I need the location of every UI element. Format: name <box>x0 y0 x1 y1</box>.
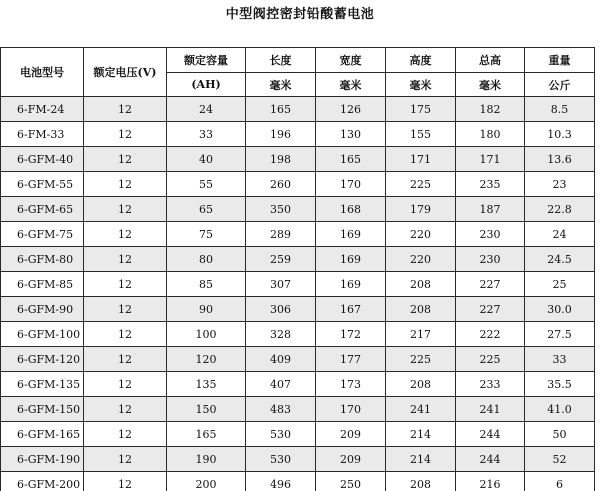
header-row <box>1 48 595 73</box>
cell-voltage: 12 <box>84 322 167 347</box>
cell-weight: 50 <box>525 422 595 447</box>
cell-model: 6-GFM-75 <box>1 222 84 247</box>
cell-capacity: 65 <box>167 197 246 222</box>
cell-weight: 22.8 <box>525 197 595 222</box>
cell-voltage: 12 <box>84 372 167 397</box>
header-capacity-unit: (AH) <box>167 73 246 97</box>
cell-width: 170 <box>316 172 386 197</box>
cell-capacity: 165 <box>167 422 246 447</box>
cell-height: 214 <box>386 447 456 472</box>
cell-height: 214 <box>386 422 456 447</box>
cell-weight: 10.3 <box>525 122 595 147</box>
table-row <box>1 122 595 147</box>
cell-total-height: 225 <box>456 347 525 372</box>
cell-capacity: 135 <box>167 372 246 397</box>
cell-height: 179 <box>386 197 456 222</box>
cell-width: 168 <box>316 197 386 222</box>
table-row <box>1 97 595 122</box>
cell-width: 250 <box>316 472 386 491</box>
cell-voltage: 12 <box>84 147 167 172</box>
cell-width: 167 <box>316 297 386 322</box>
cell-height: 225 <box>386 172 456 197</box>
cell-total-height: 182 <box>456 97 525 122</box>
cell-voltage: 12 <box>84 397 167 422</box>
header-width-unit: 毫米 <box>316 73 386 97</box>
cell-total-height: 235 <box>456 172 525 197</box>
cell-capacity: 24 <box>167 97 246 122</box>
cell-model: 6-GFM-65 <box>1 197 84 222</box>
cell-voltage: 12 <box>84 197 167 222</box>
cell-height: 241 <box>386 397 456 422</box>
cell-width: 177 <box>316 347 386 372</box>
header-capacity: 额定容量 <box>167 48 246 73</box>
cell-weight: 41.0 <box>525 397 595 422</box>
cell-width: 170 <box>316 397 386 422</box>
cell-total-height: 244 <box>456 447 525 472</box>
table-row <box>1 372 595 397</box>
cell-capacity: 75 <box>167 222 246 247</box>
table-row <box>1 447 595 472</box>
cell-width: 173 <box>316 372 386 397</box>
cell-model: 6-GFM-150 <box>1 397 84 422</box>
cell-model: 6-GFM-165 <box>1 422 84 447</box>
cell-total-height: 180 <box>456 122 525 147</box>
cell-height: 225 <box>386 347 456 372</box>
cell-model: 6-GFM-85 <box>1 272 84 297</box>
cell-total-height: 230 <box>456 222 525 247</box>
header-weight-unit: 公斤 <box>525 73 595 97</box>
cell-total-height: 187 <box>456 197 525 222</box>
cell-total-height: 233 <box>456 372 525 397</box>
header-total-height-unit: 毫米 <box>456 73 525 97</box>
cell-total-height: 227 <box>456 297 525 322</box>
cell-length: 328 <box>246 322 316 347</box>
cell-length: 530 <box>246 422 316 447</box>
cell-model: 6-GFM-55 <box>1 172 84 197</box>
cell-length: 289 <box>246 222 316 247</box>
cell-weight: 8.5 <box>525 97 595 122</box>
table-body <box>1 97 595 491</box>
cell-weight: 24.5 <box>525 247 595 272</box>
cell-model: 6-GFM-90 <box>1 297 84 322</box>
cell-weight: 33 <box>525 347 595 372</box>
cell-voltage: 12 <box>84 97 167 122</box>
cell-length: 407 <box>246 372 316 397</box>
cell-capacity: 100 <box>167 322 246 347</box>
cell-total-height: 222 <box>456 322 525 347</box>
cell-voltage: 12 <box>84 272 167 297</box>
cell-width: 165 <box>316 147 386 172</box>
cell-length: 483 <box>246 397 316 422</box>
cell-capacity: 55 <box>167 172 246 197</box>
cell-length: 350 <box>246 197 316 222</box>
cell-total-height: 227 <box>456 272 525 297</box>
page-title: 中型阀控密封铅酸蓄电池 <box>225 7 375 22</box>
cell-capacity: 90 <box>167 297 246 322</box>
cell-width: 169 <box>316 272 386 297</box>
cell-weight: 27.5 <box>525 322 595 347</box>
header-length: 长度 <box>246 48 316 73</box>
cell-height: 217 <box>386 322 456 347</box>
header-length-unit: 毫米 <box>246 73 316 97</box>
cell-voltage: 12 <box>84 122 167 147</box>
battery-spec-table <box>0 47 595 491</box>
cell-capacity: 40 <box>167 147 246 172</box>
cell-weight: 23 <box>525 172 595 197</box>
table-row <box>1 297 595 322</box>
cell-total-height: 216 <box>456 472 525 491</box>
cell-height: 171 <box>386 147 456 172</box>
cell-weight: 30.0 <box>525 297 595 322</box>
cell-model: 6-GFM-200 <box>1 472 84 491</box>
cell-length: 306 <box>246 297 316 322</box>
cell-height: 208 <box>386 297 456 322</box>
header-height-unit: 毫米 <box>386 73 456 97</box>
cell-model: 6-GFM-135 <box>1 372 84 397</box>
cell-capacity: 120 <box>167 347 246 372</box>
cell-length: 259 <box>246 247 316 272</box>
header-height: 高度 <box>386 48 456 73</box>
cell-total-height: 244 <box>456 422 525 447</box>
cell-length: 530 <box>246 447 316 472</box>
cell-capacity: 200 <box>167 472 246 491</box>
cell-model: 6-GFM-80 <box>1 247 84 272</box>
cell-weight: 52 <box>525 447 595 472</box>
cell-height: 155 <box>386 122 456 147</box>
cell-height: 208 <box>386 272 456 297</box>
cell-capacity: 80 <box>167 247 246 272</box>
cell-model: 6-GFM-120 <box>1 347 84 372</box>
cell-voltage: 12 <box>84 422 167 447</box>
cell-model: 6-GFM-100 <box>1 322 84 347</box>
cell-capacity: 33 <box>167 122 246 147</box>
cell-voltage: 12 <box>84 247 167 272</box>
table-row <box>1 397 595 422</box>
cell-voltage: 12 <box>84 472 167 491</box>
table-row <box>1 322 595 347</box>
table-row <box>1 347 595 372</box>
cell-length: 165 <box>246 97 316 122</box>
cell-weight: 24 <box>525 222 595 247</box>
cell-weight: 35.5 <box>525 372 595 397</box>
cell-total-height: 171 <box>456 147 525 172</box>
table-row <box>1 247 595 272</box>
cell-model: 6-FM-24 <box>1 97 84 122</box>
cell-height: 208 <box>386 472 456 491</box>
header-model: 电池型号 <box>1 48 84 97</box>
cell-voltage: 12 <box>84 297 167 322</box>
table-row <box>1 472 595 491</box>
cell-height: 175 <box>386 97 456 122</box>
table-row <box>1 172 595 197</box>
cell-length: 409 <box>246 347 316 372</box>
cell-weight: 6 <box>525 472 595 491</box>
cell-model: 6-FM-33 <box>1 122 84 147</box>
cell-weight: 13.6 <box>525 147 595 172</box>
cell-voltage: 12 <box>84 447 167 472</box>
cell-model: 6-GFM-190 <box>1 447 84 472</box>
cell-length: 307 <box>246 272 316 297</box>
table-row <box>1 272 595 297</box>
cell-height: 208 <box>386 372 456 397</box>
cell-voltage: 12 <box>84 222 167 247</box>
cell-capacity: 150 <box>167 397 246 422</box>
header-total-height: 总高 <box>456 48 525 73</box>
cell-voltage: 12 <box>84 172 167 197</box>
table-row <box>1 147 595 172</box>
cell-length: 196 <box>246 122 316 147</box>
cell-weight: 25 <box>525 272 595 297</box>
cell-height: 220 <box>386 247 456 272</box>
header-width: 宽度 <box>316 48 386 73</box>
cell-voltage: 12 <box>84 347 167 372</box>
cell-length: 198 <box>246 147 316 172</box>
cell-width: 209 <box>316 422 386 447</box>
cell-capacity: 85 <box>167 272 246 297</box>
table-row <box>1 197 595 222</box>
cell-total-height: 230 <box>456 247 525 272</box>
cell-model: 6-GFM-40 <box>1 147 84 172</box>
header-weight: 重量 <box>525 48 595 73</box>
cell-length: 260 <box>246 172 316 197</box>
table-row <box>1 422 595 447</box>
cell-height: 220 <box>386 222 456 247</box>
cell-width: 172 <box>316 322 386 347</box>
cell-width: 169 <box>316 247 386 272</box>
cell-width: 169 <box>316 222 386 247</box>
cell-width: 130 <box>316 122 386 147</box>
cell-length: 496 <box>246 472 316 491</box>
cell-capacity: 190 <box>167 447 246 472</box>
cell-total-height: 241 <box>456 397 525 422</box>
header-voltage: 额定电压(V) <box>84 48 167 97</box>
cell-width: 209 <box>316 447 386 472</box>
table-row <box>1 222 595 247</box>
cell-width: 126 <box>316 97 386 122</box>
